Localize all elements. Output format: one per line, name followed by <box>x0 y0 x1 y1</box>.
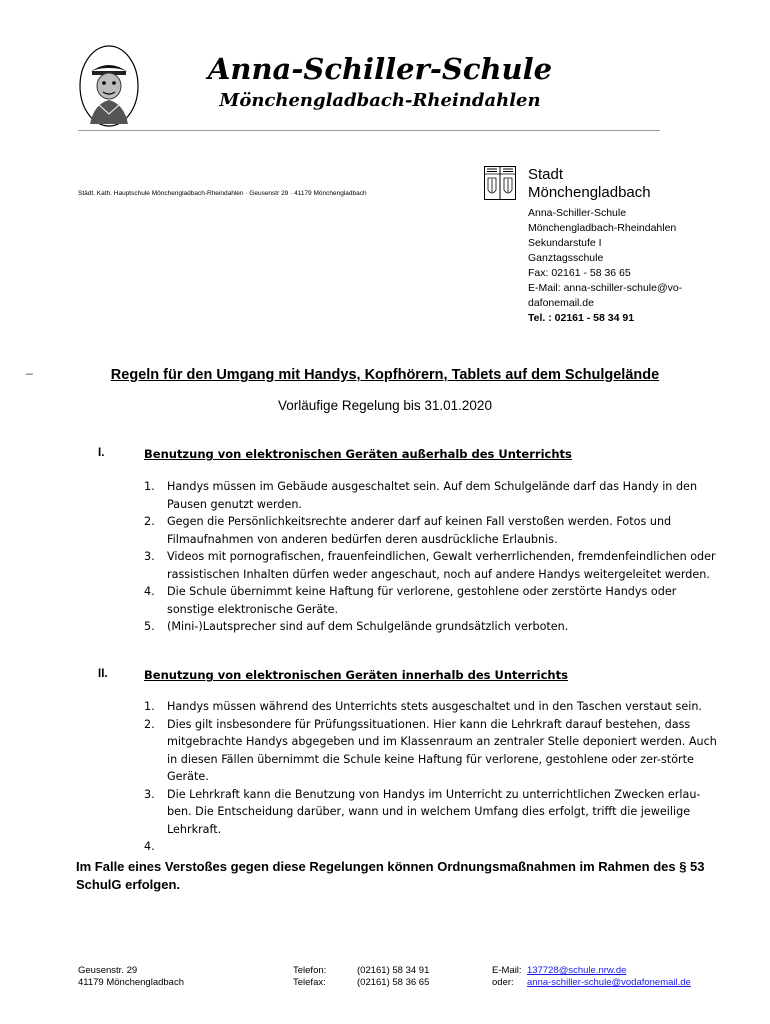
item-text: Gegen die Persönlichkeitsrechte anderer darf auf keinen Fall verstoßen werden. Fotos und Filmaufnahmen von anderen bedürfen deren ausdrückliche Erlaubnis. <box>167 515 672 546</box>
item-text: Handys müssen im Gebäude ausgeschaltet sein. Auf dem Schulgelände darf das Handy in den Pausen genutzt werden. <box>167 480 698 511</box>
rules-list <box>144 698 724 853</box>
item-text: (Mini-)Lautsprecher sind auf dem Schulgelände grundsätzlich verboten. <box>167 620 569 633</box>
footer-fax-value: (02161) 58 36 65 <box>357 977 430 988</box>
list-item <box>144 716 724 786</box>
list-item <box>144 583 724 618</box>
footer-street: Geusenstr. 29 <box>78 965 138 976</box>
item-text: Die Schule übernimmt keine Haftung für verlorene, gestohlene oder zerstörte Handys oder sonstige elektronische Geräte. <box>167 585 677 616</box>
footer-email-labels <box>492 965 522 989</box>
list-item <box>144 786 724 839</box>
section-title: Benutzung von elektronischen Geräten außerhalb des Unterrichts <box>144 447 572 461</box>
list-item <box>144 618 724 636</box>
item-number: 5. <box>144 620 155 633</box>
item-number: 1. <box>144 480 155 493</box>
school-location: Mönchengladbach-Rheindahlen <box>219 90 541 111</box>
footer-phone-values <box>357 965 429 989</box>
list-item <box>144 698 724 716</box>
list-item <box>144 513 724 548</box>
contact-type: Ganztagsschule <box>528 252 604 264</box>
contact-phone: Tel. : 02161 - 58 34 91 <box>528 312 635 324</box>
item-number: 3. <box>144 787 155 801</box>
item-number: 2. <box>144 717 155 731</box>
item-text: Dies gilt insbesondere für Prüfungssituationen. Hier kann die Lehrkraft darauf bestehen, dass mitgebrachte Handys abgegeben und im Klassenraum an zentraler Stelle deponiert werden. Auch in diesen Fällen übernimmt die Schule keine Haftung für verlorene, gestohlene oder zer-störte Geräte. <box>167 717 717 783</box>
footer-address <box>78 965 184 989</box>
city-crest-icon <box>484 166 516 200</box>
document-subheading: Vorläufige Regelung bis 31.01.2020 <box>278 398 492 413</box>
rules-list <box>144 478 724 636</box>
margin-mark: _ <box>26 361 33 375</box>
city-name <box>528 166 651 202</box>
item-text: Handys müssen während des Unterrichts stets ausgeschaltet und in den Taschen verstaut sein. <box>167 700 702 713</box>
footer-phone-label: Telefon: <box>293 965 327 976</box>
header-divider <box>78 130 660 131</box>
item-text: Videos mit pornografischen, frauenfeindlichen, Gewalt verherrlichenden, fremdenfeindlichen oder rassistischen Inhalten dürfen weder angeschaut, noch auf andere Handys weitergeleitet werden. <box>167 550 716 581</box>
contact-fax: Fax: 02161 - 58 36 65 <box>528 267 631 279</box>
footer-alt-label: oder: <box>492 977 514 988</box>
contact-email-2: dafonemail.de <box>528 297 594 309</box>
school-portrait-logo <box>78 44 140 128</box>
list-item <box>144 548 724 583</box>
school-name: Anna-Schiller-Schule <box>207 52 553 86</box>
item-text: Die Lehrkraft kann die Benutzung von Handys im Unterricht zu unterrichtlichen Zwecken erlau-ben. Die Entscheidung darüber, wann und in welchem Umfang dies erfolgt, trifft die jeweilige Lehrkraft. <box>167 787 701 836</box>
footer-email-label: E-Mail: <box>492 965 522 976</box>
contact-email-1: E-Mail: anna-schiller-schule@vo- <box>528 282 683 294</box>
footer-fax-label: Telefax: <box>293 977 326 988</box>
section-number: II. <box>98 668 108 680</box>
conclusion-statement: Im Falle eines Verstoßes gegen diese Regelungen können Ordnungsmaßnahmen im Rahmen des § 53 SchulG erfolgen. <box>76 859 705 892</box>
list-item <box>144 478 724 513</box>
footer-phone-value: (02161) 58 34 91 <box>357 965 430 976</box>
section-number: I. <box>98 447 105 459</box>
item-number: 1. <box>144 700 155 713</box>
contact-level: Sekundarstufe I <box>528 237 602 249</box>
footer-phone-labels <box>293 965 326 989</box>
item-number: 4. <box>144 840 155 853</box>
contact-block <box>528 206 682 326</box>
city-label-stadt: Stadt <box>528 166 564 183</box>
footer-email-link[interactable]: 137728@schule.nrw.de <box>527 965 627 976</box>
sender-address-line: Städt. Kath. Hauptschule Mönchengladbach-Rheindahlen · Geusenstr 29 · 41179 Mönchengladbach <box>78 190 367 197</box>
section-title: Benutzung von elektronischen Geräten innerhalb des Unterrichts <box>144 668 568 682</box>
item-number: 4. <box>144 585 155 598</box>
footer-alt-email-link[interactable]: anna-schiller-schule@vodafonemail.de <box>527 977 691 988</box>
footer-email-values <box>527 965 691 989</box>
contact-location: Mönchengladbach-Rheindahlen <box>528 222 677 234</box>
contact-school: Anna-Schiller-Schule <box>528 207 627 219</box>
city-label-name: Mönchengladbach <box>528 184 651 201</box>
footer-city: 41179 Mönchengladbach <box>78 977 184 988</box>
document-heading: Regeln für den Umgang mit Handys, Kopfhörern, Tablets auf dem Schulgelände <box>110 367 660 383</box>
item-number: 2. <box>144 515 155 528</box>
item-number: 3. <box>144 550 155 563</box>
